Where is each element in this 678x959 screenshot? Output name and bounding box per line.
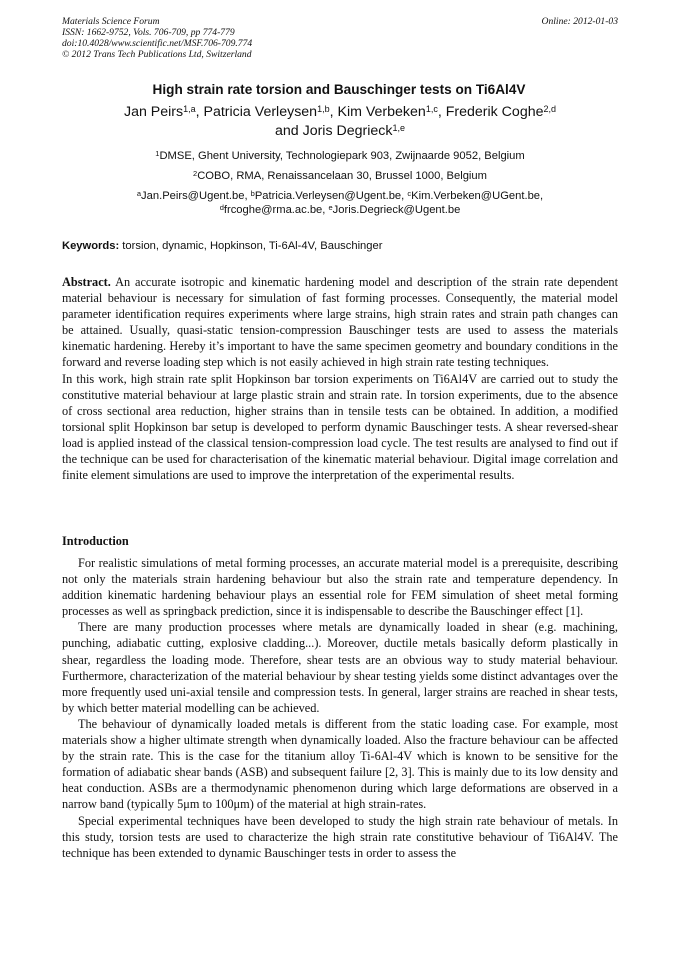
affiliations [62, 149, 618, 217]
email-address: frcoghe@rma.ac.be, [223, 204, 329, 216]
keywords-text: torsion, dynamic, Hopkinson, Ti-6Al-4V, Bauschinger [119, 240, 383, 252]
affiliation-2 [62, 169, 618, 183]
author-superscript: 1,a [183, 104, 196, 114]
email-list [62, 189, 618, 217]
keywords-line [62, 240, 618, 252]
email-superscript: a [136, 189, 142, 198]
abstract-paragraph-1 [62, 274, 618, 371]
author-line-2 [62, 122, 618, 141]
introduction-paragraph-3: The behaviour of dynamically loaded metals is different from the static loading case. For example, most materials show a higher ultimate strength when dynamically loaded. Also the fracture behaviour can be affected by the strain rate. This is the case for the titanium alloy Ti-6Al-4V which is known to be sensitive for the formation of adiabatic shear bands (ASB) and subsequent failure [2, 3]. This is mainly due to its low density and heat conduction. ASBs are a thermodynamic phenomenon during which large deformations are observed in a narrow band (typically 5μm to 100μm) of the material at high strain-rates. [62, 716, 618, 812]
author-superscript: 1,c [425, 104, 438, 114]
affiliation-text: DMSE, Ghent University, Technologiepark 903, Zwijnaarde 9052, Belgium [159, 150, 525, 162]
online-date: Online: 2012-01-03 [541, 16, 618, 27]
abstract-text: An accurate isotropic and kinematic hardening model and description of the strain rate dependent material behaviour is necessary for simulation of fast forming processes. Consequently, the material model parameter identification requires experiments where large strains, high strain rates and strain path changes can be attained. Usually, quasi-static tension-compression Bauschinger tests are used to assess the materials kinematic hardening. Hereby it’s important to have the same specimen geometry and boundary conditions in the forward and reverse loading step which is not easily achieved in high strain rate testing techniques. [62, 275, 618, 370]
abstract-paragraph-2: In this work, high strain rate split Hopkinson bar torsion experiments on Ti6Al4V are carried out to study the constitutive material behaviour at large plastic strain and strain rate. In torsion experiments, due to the absence of cross sectional area reduction, higher strains than in tensile tests can be obtained. In addition, a modified torsional split Hopkinson bar setup is developed to perform dynamic Bauschinger tests. A shear reversed-shear load is applied instead of the classical tension-compression load cycle. The test results are analysed to find out if the technique can be used for characterisation of the kinematic material behaviour. Digital image correlation and finite element simulations are used to improve the interpretation of the experimental results. [62, 371, 618, 483]
abstract-label: Abstract. [62, 275, 111, 289]
introduction-paragraph-2: There are many production processes where metals are dynamically loaded in shear (e.g. machining, punching, adiabatic cutting, explosive cladding...). Moreover, ductile metals basically deform plastically in shear, regardless the loading mode. Therefore, shear tests are an obvious way to study material behaviour. Furthermore, characterization of the material behaviour by shear testing yields some distinct advantages over the more frequently used uni-axial tensile and compression tests. In general, larger strains are reached in shear tests, by which better material modelling can be achieved. [62, 620, 618, 715]
introduction-heading: Introduction [62, 534, 129, 548]
email-superscript: d [219, 203, 224, 212]
author-name: , Kim Verbeken [329, 104, 426, 120]
issn-line: ISSN: 1662-9752, Vols. 706-709, pp 774-779 [62, 27, 235, 38]
journal-header [62, 16, 618, 60]
journal-name: Materials Science Forum [62, 16, 160, 27]
introduction-paragraph-1: For realistic simulations of metal forming processes, an accurate material model is a prerequisite, describing not only the materials strain hardening behaviour but also the strain rate and temperature dependency. In addition kinematic hardening behaviour plays an essential role for FEM simulation of sheet metal forming processes as well as springback prediction, since it is indispensable to describe the Bauschinger effect [1]. [62, 556, 618, 619]
author-list [62, 103, 618, 141]
introduction-paragraph-4: Special experimental techniques have been developed to study the high strain rate behaviour of metals. In this study, torsion tests are used to characterize the high strain rate constitutive behaviour of Ti6Al4V. The technique has been extended to dynamic Bauschinger tests in order to assess the [62, 813, 618, 860]
email-address: Patricia.Verleysen@Ugent.be, [254, 190, 408, 202]
affiliation-superscript: 1 [155, 149, 160, 158]
abstract-section [62, 274, 618, 483]
keywords-label: Keywords: [62, 240, 120, 252]
affiliation-text: COBO, RMA, Renaissancelaan 30, Brussel 1000, Belgium [197, 170, 487, 182]
author-name: and Joris Degrieck [274, 123, 393, 139]
affiliation-superscript: 2 [193, 169, 198, 178]
author-superscript: 1,b [317, 104, 330, 114]
author-name: , Frederik Coghe [437, 104, 544, 120]
author-superscript: 2,d [543, 104, 557, 114]
introduction-section [62, 555, 618, 861]
email-superscript: b [250, 189, 255, 198]
email-superscript: e [328, 203, 333, 212]
email-address: Jan.Peirs@Ugent.be, [141, 190, 251, 202]
email-superscript: c [407, 189, 412, 198]
paper-title: High strain rate torsion and Bauschinger tests on Ti6Al4V [152, 82, 526, 97]
affiliation-1 [62, 149, 618, 163]
email-address: Joris.Degrieck@Ugent.be [332, 204, 461, 216]
author-line-1 [62, 103, 618, 122]
author-name: , Patricia Verleysen [195, 104, 318, 120]
email-line-1 [62, 189, 618, 203]
author-name: Jan Peirs [123, 104, 184, 120]
copyright-line: © 2012 Trans Tech Publications Ltd, Switzerland [62, 49, 252, 60]
email-line-2 [62, 203, 618, 217]
doi-line: doi:10.4028/www.scientific.net/MSF.706-709.774 [62, 38, 253, 49]
email-address: Kim.Verbeken@UGent.be, [411, 190, 544, 202]
author-superscript: 1,e [392, 123, 405, 133]
